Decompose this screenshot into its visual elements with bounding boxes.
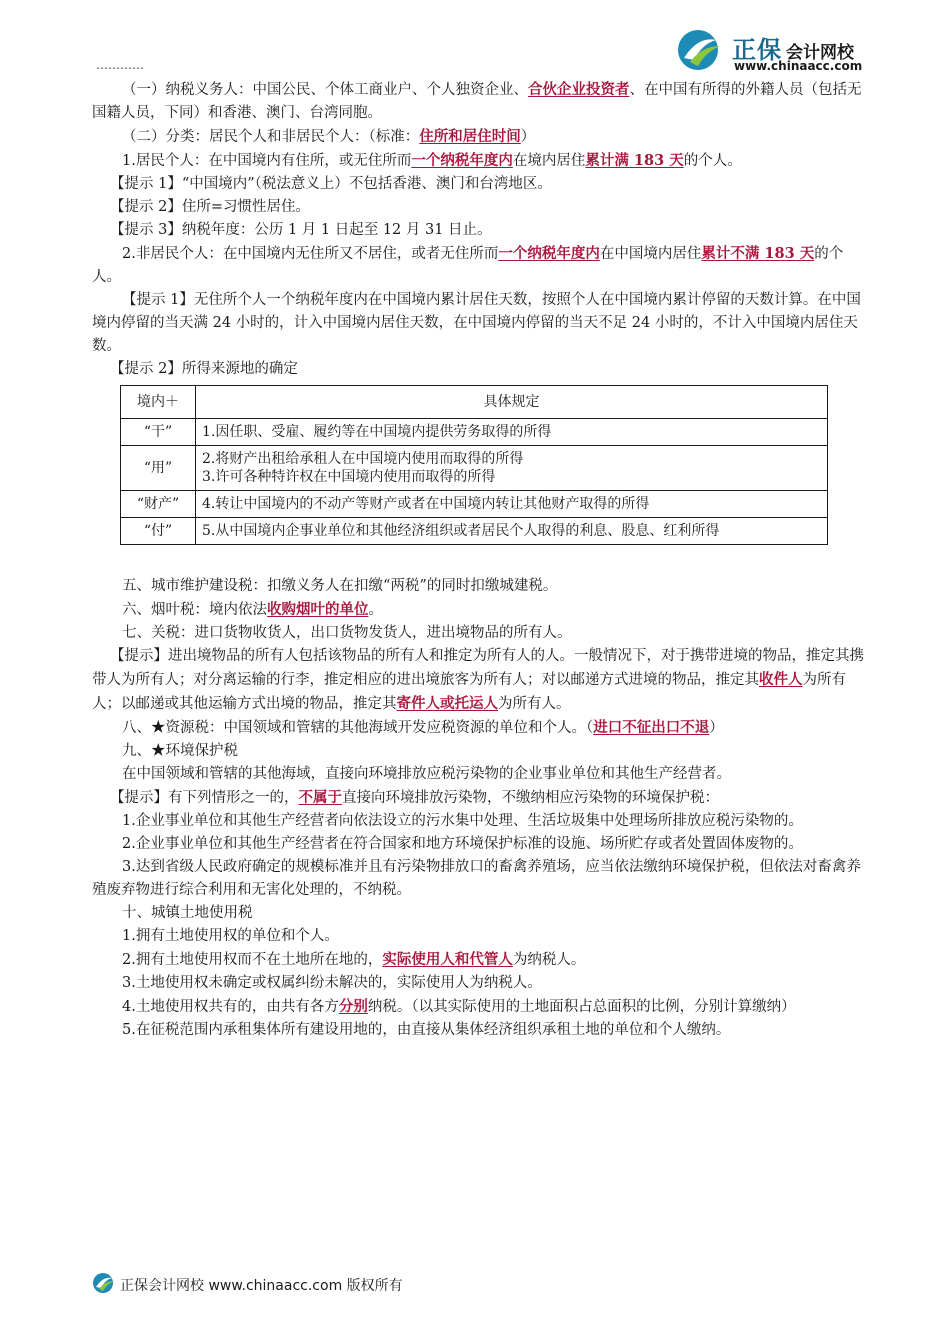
land-item-1: 1.拥有土地使用权的单位和个人。 [122, 928, 339, 944]
tip-income-source: 【提示 2】所得来源地的确定 [110, 361, 298, 377]
tip-2: 【提示 2】住所=习惯性居住。 [110, 199, 310, 215]
tip-1: 【提示 1】“中国境内”（税法意义上）不包括香港、澳门和台湾地区。 [110, 176, 552, 192]
footer-logo-icon [92, 1272, 116, 1294]
table-cell: 2.将财产出租给承租人在中国境内使用而取得的所得 3.许可各种特许权在中国境内使用而取得的所得 [196, 446, 828, 491]
land-item-4: 4.土地使用权共有的，由共有各方分别纳税。（以其实际使用的土地面积占总面积的比例，分别计算缴纳） [122, 998, 796, 1015]
para-tobacco-tax: 六、烟叶税：境内依法收购烟叶的单位。 [122, 601, 383, 618]
para-urban-maintenance-tax: 五、城市维护建设税：扣缴义务人在扣缴“两税”的同时扣缴城建税。 [122, 578, 558, 594]
income-source-table [120, 385, 828, 545]
table-cell: 4.转让中国境内的不动产等财产或者在中国境内转让其他财产取得的所得 [196, 491, 828, 518]
para-taxpayer: （一）纳税义务人：中国公民、个体工商业户、个人独资企业、合伙企业投资者、在中国有所得的外籍人员（包括无国籍人员，下同）和香港、澳门、台湾同胞。 [92, 81, 862, 121]
table-row [121, 491, 828, 518]
logo-mark-icon [676, 28, 724, 72]
table-cell-key: “财产” [121, 491, 196, 518]
table-row [121, 446, 828, 491]
para-resident: 1.居民个人：在中国境内有住所，或无住所而一个纳税年度内在境内居住累计满 183 天的个人。 [122, 152, 742, 169]
brand-subname: 会计网校 [786, 43, 854, 63]
para-customs-duty: 七、关税：进口货物收货人，出口货物发货人，进出境物品的所有人。 [122, 625, 572, 641]
table-cell: 5.从中国境内企事业单位和其他经济组织或者居民个人取得的利息、股息、红利所得 [196, 518, 828, 545]
table-cell: 1.因任职、受雇、履约等在中国境内提供劳务取得的所得 [196, 419, 828, 446]
heading-environment-tax: 九、★环境保护税 [122, 743, 238, 759]
footer-copyright: 正保会计网校 www.chinaacc.com 版权所有 [120, 1278, 403, 1294]
para-nonresident: 2.非居民个人：在中国境内无住所又不居住，或者无住所而一个纳税年度内在中国境内居住累计不满 183 天的个人。 [92, 245, 844, 285]
table-cell-key: “付” [121, 518, 196, 545]
land-item-3: 3.土地使用权未确定或权属纠纷未解决的，实际使用人为纳税人。 [122, 975, 542, 991]
tip-residence-days: 【提示 1】无住所个人一个纳税年度内在中国境内累计居住天数，按照个人在中国境内累计停留的天数计算。在中国境内停留的当天满 24 小时的，计入中国境内居住天数，在中国境内停留的当天不足 24 小时的，不计入中国境内居住天数。 [92, 292, 861, 354]
land-item-5: 5.在征税范围内承租集体所有建设用地的，由直接从集体经济组织承租土地的单位和个人缴纳。 [122, 1022, 731, 1038]
table-header-row [121, 386, 828, 419]
table-header: 具体规定 [196, 386, 828, 419]
env-item-1: 1.企业事业单位和其他生产经营者向依法设立的污水集中处理、生活垃圾集中处理场所排放应税污染物的。 [122, 813, 803, 829]
brand-url: www.chinaacc.com [734, 59, 863, 73]
tip-environment: 【提示】有下列情形之一的，不属于直接向环境排放污染物，不缴纳相应污染物的环境保护税： [110, 789, 719, 806]
brand-name: 正保 [732, 36, 782, 64]
heading-land-use-tax: 十、城镇土地使用税 [122, 905, 253, 921]
para-environment-tax: 在中国领域和管辖的其他海域，直接向环境排放应税污染物的企业事业单位和其他生产经营者。 [122, 766, 731, 782]
table-row [121, 419, 828, 446]
document-body [92, 78, 864, 1042]
brand-logo [676, 26, 876, 76]
env-item-3: 3.达到省级人民政府确定的规模标准并且有污染物排放口的畜禽养殖场，应当依法缴纳环境保护税，但依法对畜禽养殖废弃物进行综合利用和无害化处理的，不纳税。 [92, 859, 861, 898]
table-cell-key: “用” [121, 446, 196, 491]
para-classification: （二）分类：居民个人和非居民个人：（标准：住所和居住时间） [122, 128, 536, 145]
env-item-2: 2.企业事业单位和其他生产经营者在符合国家和地方环境保护标准的设施、场所贮存或者处置固体废物的。 [122, 836, 803, 852]
tip-customs: 【提示】进出境物品的所有人包括该物品的所有人和推定为所有人的人。一般情况下，对于携带进境的物品，推定其携带人为所有人；对分离运输的行李，推定相应的进出境旅客为所有人；对以邮递方式进境的物品，推定其收件人为所有人；以邮递或其他运输方式出境的物品，推定其寄件人或托运人为所有人。 [92, 648, 864, 712]
para-resource-tax: 八、★资源税：中国领域和管辖的其他海域开发应税资源的单位和个人。（进口不征出口不退） [122, 719, 724, 736]
land-item-2: 2.拥有土地使用权而不在土地所在地的，实际使用人和代管人为纳税人。 [122, 951, 586, 968]
table-header: 境内＋ [121, 386, 196, 419]
table-row [121, 518, 828, 545]
table-cell-key: “干” [121, 419, 196, 446]
clipped-heading: ………… [96, 58, 144, 72]
tip-3: 【提示 3】纳税年度：公历 1 月 1 日起至 12 月 31 日止。 [110, 222, 492, 238]
